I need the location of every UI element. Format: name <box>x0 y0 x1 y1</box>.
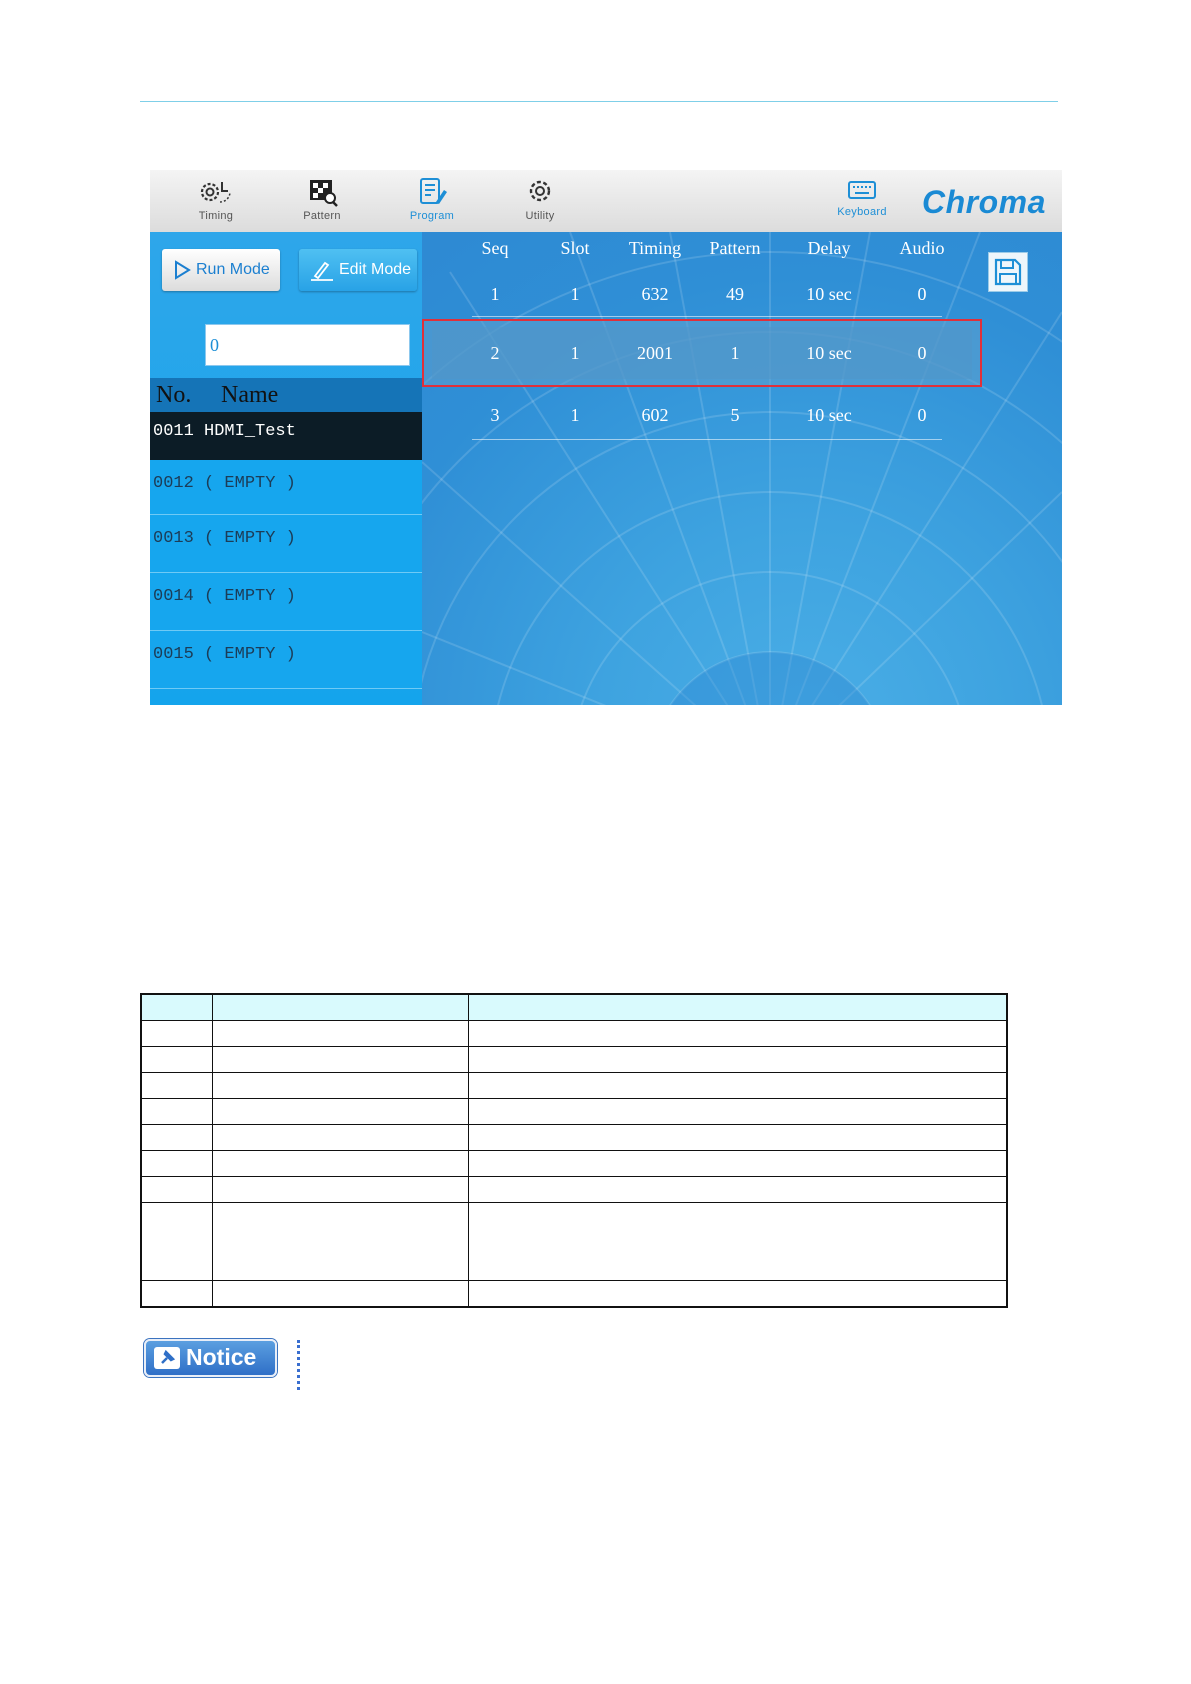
table-row <box>141 1177 1007 1203</box>
delay-cell[interactable]: 10 sec <box>806 405 852 425</box>
main-area <box>150 232 1062 705</box>
program-no: 0014 <box>153 587 205 606</box>
notice-badge <box>144 1339 277 1377</box>
notice-divider <box>297 1340 300 1390</box>
audio-cell[interactable]: 0 <box>917 284 927 304</box>
program-name: HDMI_Test <box>204 422 296 441</box>
brand-logo: Chroma <box>922 184 1046 220</box>
table-row <box>141 1047 1007 1073</box>
audio-cell[interactable]: 0 <box>917 405 927 425</box>
program-no: 0011 <box>153 422 205 441</box>
edit-mode-label: Edit Mode <box>339 261 412 278</box>
run-mode-label: Run Mode <box>196 261 270 278</box>
table-row <box>141 1073 1007 1099</box>
description-table <box>140 993 1008 1308</box>
pattern-cell[interactable]: 49 <box>726 284 744 304</box>
program-no: 0012 <box>153 474 205 493</box>
timing-icon <box>196 176 236 208</box>
pin-icon <box>154 1347 182 1369</box>
run-mode-button[interactable] <box>162 249 280 291</box>
keyboard-icon <box>842 176 882 204</box>
program-number-input[interactable] <box>205 324 410 366</box>
delay-cell[interactable]: 10 sec <box>806 343 852 363</box>
seq-cell[interactable]: 2 <box>490 343 500 363</box>
seq-cell[interactable]: 1 <box>490 284 500 304</box>
table-header-row <box>141 994 1007 1021</box>
column-header-delay: Delay <box>807 238 851 258</box>
program-list-panel <box>150 232 422 705</box>
table-row <box>141 1203 1007 1281</box>
program-name: ( EMPTY ) <box>204 587 296 606</box>
program-list-item[interactable] <box>150 573 422 631</box>
toolbar-item-label: Program <box>409 210 455 222</box>
column-header-pattern: Pattern <box>709 238 761 258</box>
column-header-timing: Timing <box>628 238 682 258</box>
timing-cell[interactable]: 2001 <box>637 343 673 363</box>
program-name: ( EMPTY ) <box>204 529 296 548</box>
header-rule <box>140 101 1058 102</box>
program-list-item[interactable] <box>150 460 422 515</box>
timing-cell[interactable]: 602 <box>641 405 669 425</box>
column-header-audio: Audio <box>899 238 945 258</box>
program-list-item[interactable] <box>150 515 422 573</box>
table-row <box>141 1125 1007 1151</box>
table-row <box>141 1099 1007 1125</box>
toolbar-item-label: Utility <box>525 210 555 222</box>
column-header-slot: Slot <box>560 238 590 258</box>
program-no: 0015 <box>153 645 205 664</box>
pattern-cell[interactable]: 5 <box>730 405 740 425</box>
toolbar-item-label: Timing <box>198 210 234 222</box>
keyboard-label: Keyboard <box>837 206 887 218</box>
save-icon <box>989 253 1027 291</box>
column-header-seq: Seq <box>481 238 509 258</box>
program-list-header <box>150 378 422 412</box>
timing-cell[interactable]: 632 <box>641 284 669 304</box>
slot-cell[interactable]: 1 <box>570 284 580 304</box>
row-divider <box>472 316 942 317</box>
program-list-item[interactable] <box>150 631 422 689</box>
table-row <box>141 1021 1007 1047</box>
play-icon <box>172 260 192 280</box>
notice-label: Notice <box>186 1344 257 1370</box>
audio-cell[interactable]: 0 <box>917 343 927 363</box>
toolbar-item-pattern[interactable] <box>282 176 362 222</box>
save-button[interactable] <box>988 252 1028 292</box>
pattern-icon <box>302 176 342 208</box>
program-icon <box>412 176 452 208</box>
program-name: ( EMPTY ) <box>204 474 296 493</box>
edit-mode-button[interactable] <box>299 249 417 291</box>
toolbar-item-program[interactable] <box>392 176 472 222</box>
header-no: No. <box>156 382 192 408</box>
program-name: ( EMPTY ) <box>204 645 296 664</box>
slot-cell[interactable]: 1 <box>570 405 580 425</box>
seq-cell[interactable]: 3 <box>490 405 500 425</box>
table-row <box>141 1281 1007 1308</box>
keyboard-button[interactable] <box>822 176 902 218</box>
header-name: Name <box>221 382 279 408</box>
highlighted-sequence-row[interactable] <box>422 319 982 387</box>
program-no: 0013 <box>153 529 205 548</box>
toolbar-item-label: Pattern <box>303 210 341 222</box>
pattern-cell[interactable]: 1 <box>730 343 740 363</box>
toolbar-item-timing[interactable] <box>176 176 256 222</box>
pen-icon <box>309 260 335 282</box>
program-screen <box>150 170 1062 705</box>
delay-cell[interactable]: 10 sec <box>806 284 852 304</box>
program-list-item[interactable] <box>150 412 422 460</box>
utility-icon <box>520 176 560 208</box>
table-row <box>141 1151 1007 1177</box>
toolbar <box>150 170 1062 233</box>
toolbar-item-utility[interactable] <box>500 176 580 222</box>
slot-cell[interactable]: 1 <box>570 343 580 363</box>
row-divider <box>472 439 942 440</box>
